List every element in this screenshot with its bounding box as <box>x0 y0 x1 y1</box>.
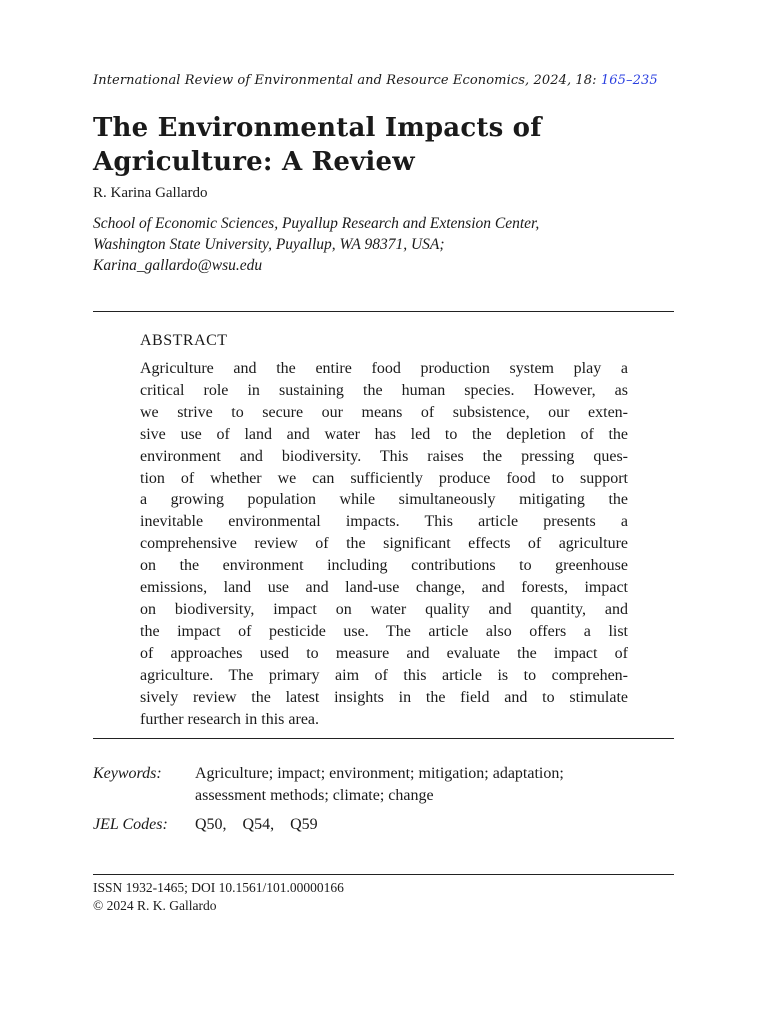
affiliation-line: Washington State University, Puyallup, WA 98371, USA; <box>93 236 445 253</box>
author-affiliation <box>93 213 693 276</box>
abstract-line: on biodiversity, impact on water quality and quantity, and <box>140 600 628 618</box>
keywords-label: Keywords: <box>93 765 162 782</box>
abstract-line: sively review the latest insights in the field and to stimulate <box>140 688 628 706</box>
middle-divider <box>93 738 674 739</box>
author-name: R. Karina Gallardo <box>93 185 208 201</box>
page-range-link[interactable]: 165–235 <box>600 73 658 88</box>
abstract-line: sive use of land and water has led to the depletion of the <box>140 425 628 443</box>
abstract-line: the impact of pesticide use. The article also offers a list <box>140 622 628 640</box>
footer <box>93 879 344 915</box>
abstract-line: of approaches used to measure and evaluate the impact of <box>140 644 628 662</box>
abstract-line: agriculture. The primary aim of this article is to comprehen- <box>140 666 628 684</box>
abstract-body <box>140 358 628 730</box>
author-email: Karina_gallardo@wsu.edu <box>93 257 263 274</box>
abstract-line: comprehensive review of the significant effects of agriculture <box>140 535 628 553</box>
title-line: The Environmental Impacts of <box>93 113 542 143</box>
abstract-line: on the environment including contributions to greenhouse <box>140 557 628 575</box>
issn-doi: ISSN 1932-1465; DOI 10.1561/101.00000166 <box>93 880 344 895</box>
abstract-line: further research in this area. <box>140 710 320 728</box>
abstract-line: critical role in sustaining the human species. However, as <box>140 381 628 399</box>
abstract-line: Agriculture and the entire food production system play a <box>140 360 628 377</box>
top-divider <box>93 311 674 312</box>
footer-divider <box>93 874 674 875</box>
copyright-notice: © 2024 R. K. Gallardo <box>93 898 217 913</box>
abstract-line: environment and biodiversity. This raises the pressing ques- <box>140 447 628 465</box>
jel-codes-list: Q50, Q54, Q59 <box>195 816 318 833</box>
keywords-line: Agriculture; impact; environment; mitigation; adaptation; <box>195 765 564 782</box>
abstract-line: emissions, land use and land-use change, and forests, impact <box>140 579 628 597</box>
abstract-line: tion of whether we can sufficiently produce food to support <box>140 469 628 487</box>
abstract-heading: ABSTRACT <box>140 332 228 349</box>
article-title <box>93 111 693 179</box>
abstract-line: we strive to secure our means of subsistence, our exten- <box>140 403 628 421</box>
title-line: Agriculture: A Review <box>93 147 415 177</box>
abstract-line: a growing population while simultaneously mitigating the <box>140 491 628 509</box>
keywords-line: assessment methods; climate; change <box>195 787 434 804</box>
journal-running-head <box>93 73 683 88</box>
affiliation-line: School of Economic Sciences, Puyallup Research and Extension Center, <box>93 215 540 232</box>
journal-citation: International Review of Environmental and Resource Economics, 2024, 18: <box>93 73 601 88</box>
keywords-list <box>195 763 683 807</box>
abstract-line: inevitable environmental impacts. This article presents a <box>140 513 628 531</box>
jel-codes-label: JEL Codes: <box>93 816 168 833</box>
